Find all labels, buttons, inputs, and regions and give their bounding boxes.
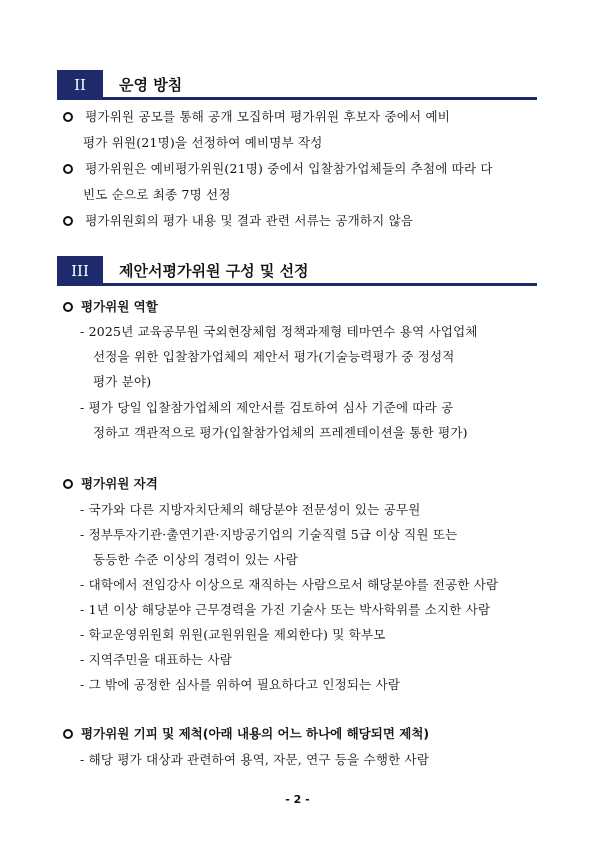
list-item: 평가위원 공모를 통해 공개 모집하며 평가위원 후보자 중에서 예비 [63, 107, 450, 125]
circle-bullet-icon [63, 112, 73, 122]
subheading-role: 평가위원 역할 [63, 297, 158, 315]
circle-bullet-icon [63, 216, 73, 226]
text-line: - 2025년 교육공무원 국외현장체험 정책과제형 테마연수 용역 사업업체 [80, 324, 478, 339]
subheading-qualification: 평가위원 자격 [63, 474, 158, 492]
text-line: - 지역주민을 대표하는 사람 [80, 652, 232, 667]
section-number: II [57, 70, 103, 100]
circle-bullet-icon [63, 302, 73, 312]
text-line: 정하고 객관적으로 평가(입찰참가업체의 프레젠테이션을 통한 평가) [93, 425, 468, 440]
circle-bullet-icon [63, 729, 73, 739]
text-line: - 정부투자기관·출연기관·지방공기업의 기술직렬 5급 이상 직원 또는 [80, 527, 458, 542]
text-line: - 해당 평가 대상과 관련하여 용역, 자문, 연구 등을 수행한 사람 [80, 752, 430, 767]
text-line: - 국가와 다른 지방자치단체의 해당분야 전문성이 있는 공무원 [80, 502, 421, 517]
subheading-recusal: 평가위원 기피 및 제척(아래 내용의 어느 하나에 해당되면 제척) [63, 724, 429, 742]
section-number: III [57, 256, 103, 286]
circle-bullet-icon [63, 164, 73, 174]
list-item-continuation: 빈도 순으로 최종 7명 선정 [83, 187, 231, 202]
list-item-continuation: 평가 위원(21명)을 선정하여 예비명부 작성 [83, 135, 323, 150]
section-rule [103, 283, 537, 286]
section-title: 운영 방침 [119, 76, 183, 94]
text-line: - 그 밖에 공정한 심사를 위하여 필요하다고 인정되는 사람 [80, 677, 401, 692]
section-3-header [57, 256, 537, 286]
text-line: - 대학에서 전임강사 이상으로 재직하는 사람으로서 해당분야를 전공한 사람 [80, 577, 499, 592]
text-line: 선정을 위한 입찰참가업체의 제안서 평가(기술능력평가 중 정성적 [93, 349, 455, 364]
text-line: 동등한 수준 이상의 경력이 있는 사람 [93, 552, 298, 567]
section-rule [103, 97, 537, 100]
text-line: - 평가 당일 입찰참가업체의 제안서를 검토하여 심사 기준에 따라 공 [80, 400, 454, 415]
text-line: 평가 분야) [93, 374, 152, 389]
list-item: 평가위원회의 평가 내용 및 결과 관련 서류는 공개하지 않음 [63, 211, 413, 229]
text-line: - 학교운영위원회 위원(교원위원을 제외한다) 및 학부모 [80, 627, 386, 642]
list-item: 평가위원은 예비평가위원(21명) 중에서 입찰참가업체들의 추첨에 따라 다 [63, 159, 493, 177]
page-number: - 2 - [285, 793, 310, 806]
section-2-header [57, 70, 537, 100]
section-title: 제안서평가위원 구성 및 선정 [119, 262, 309, 280]
circle-bullet-icon [63, 479, 73, 489]
text-line: - 1년 이상 해당분야 근무경력을 가진 기술사 또는 박사학위를 소지한 사람 [80, 602, 491, 617]
